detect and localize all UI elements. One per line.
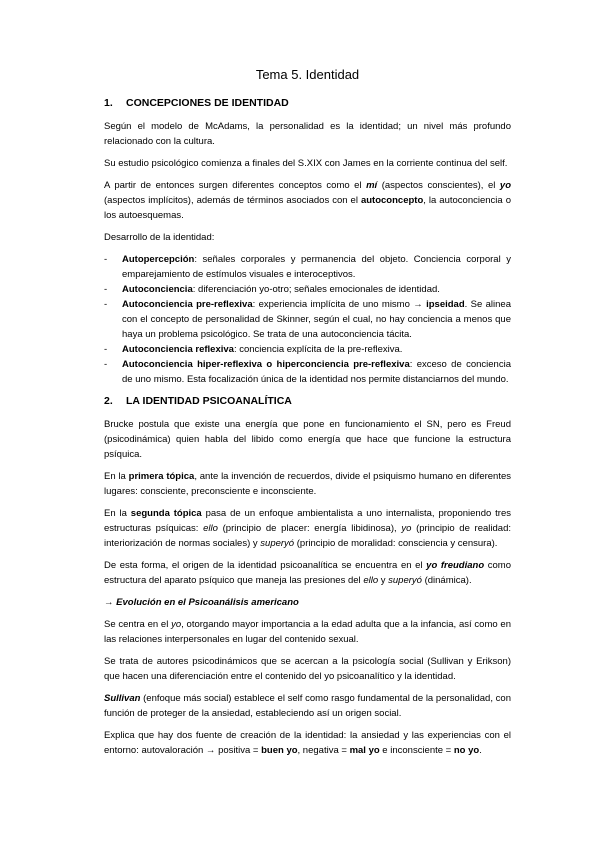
item-term: Autopercepción — [122, 254, 195, 265]
term-segunda-topica: segunda tópica — [130, 508, 202, 519]
item-term: Autoconciencia — [122, 284, 193, 295]
item-text: exceso de conciencia de uno mismo. Esta focalización única de la identidad nos permite distanciarnos del mundo. — [122, 359, 511, 385]
term-autoconcepto: autoconcepto — [360, 195, 424, 206]
item-text: señales corporales y permanencia del objeto. Conciencia corporal y emparejamiento de estímulos visuales e interoceptivos. — [122, 254, 511, 280]
development-label: Desarrollo de la identidad: — [104, 232, 215, 243]
term-sullivan: Sullivan — [104, 693, 141, 704]
term-buen-yo: buen yo — [261, 745, 298, 756]
s1-paragraph-1: Según el modelo de McAdams, la personalidad es la identidad; un nivel más profundo relacionado con la cultura. — [104, 121, 511, 147]
s2-paragraph-5 — [104, 617, 511, 647]
s1-paragraph-3 — [104, 178, 511, 223]
item-sep: : — [252, 299, 256, 310]
term-mal-yo: mal yo — [349, 745, 380, 756]
text: , ante la invención de recuerdos, divide el psiquismo humano en diferentes lugares: consciente, preconsciente e inconsciente. — [104, 471, 512, 497]
evolution-subheading — [104, 595, 511, 610]
term-yo: yo — [171, 619, 182, 630]
term-yo: yo — [401, 523, 412, 534]
text: De esta forma, el origen de la identidad psicoanalítica se encuentra en el — [104, 560, 427, 571]
arrow-icon: → — [104, 597, 117, 608]
item-text: . Se alinea con el concepto de personalidad de Skinner, según el cual, no hay conciencia a menos que haya un problema psicológico. Se trata de una autoconciencia tácita. — [122, 299, 511, 340]
section-1-heading — [104, 96, 511, 111]
text: , negativa = — [297, 745, 350, 756]
term-primera-topica: primera tópica — [128, 471, 195, 482]
item-sep: : — [192, 284, 196, 295]
s2-paragraph-7 — [104, 691, 511, 721]
term-superyo: superyó — [388, 575, 422, 586]
text: , la autoconciencia o los autoesquemas. — [104, 195, 511, 221]
section-2-heading — [104, 394, 511, 409]
list-item — [104, 252, 511, 282]
item-text: diferenciación yo-otro; señales emocionales de identidad. — [195, 284, 440, 295]
text: (enfoque más social) establece el self como rasgo fundamental de la personalidad, con función de proteger de la ansiedad, estableciendo así un origen social. — [104, 693, 511, 719]
development-list — [104, 252, 511, 387]
section-2-number: 2. — [104, 395, 113, 407]
section-1-title: CONCEPCIONES DE IDENTIDAD — [126, 97, 289, 109]
item-term: Autoconciencia reflexiva — [122, 344, 234, 355]
item-text: conciencia explícita de la pre-reflexiva. — [236, 344, 403, 355]
s2-paragraph-1: Brucke postula que existe una energía que pone en funcionamiento el SN, pero es Freud (psicodinámica) quien habla del libido como energía que hace que funcione la estructura psíquica. — [104, 419, 511, 460]
text: pasa de un enfoque ambientalista a uno internalista, proponiendo tres estructuras psíquicas: — [104, 508, 512, 534]
text: y — [378, 575, 389, 586]
term-superyo: superyó — [260, 538, 295, 549]
text: (principio de realidad: interiorización de normas sociales) y — [104, 523, 511, 549]
text: En la — [104, 471, 129, 482]
list-item — [104, 342, 511, 357]
text: A partir de entonces surgen diferentes conceptos como el — [104, 180, 367, 191]
list-item — [104, 357, 511, 387]
evolution-title: Evolución en el Psicoanálisis americano — [116, 597, 299, 608]
item-sep: : — [409, 359, 413, 370]
item-sep: : — [233, 344, 237, 355]
text: (principio de placer: energía libidinosa), — [217, 523, 402, 534]
text: Explica que hay dos fuente de creación de la identidad: la ansiedad y las experiencias con el entorno: autovaloración → positiva = — [104, 730, 511, 756]
item-term: Autoconciencia hiper-reflexiva o hiperconciencia pre-reflexiva — [122, 359, 410, 370]
text: . — [479, 745, 482, 756]
text: En la — [104, 508, 131, 519]
list-item — [104, 297, 511, 342]
text: (aspectos conscientes), el — [377, 180, 500, 191]
page-title: Tema 5. Identidad — [255, 67, 360, 82]
item-term-ipseidad: ipseidad — [426, 299, 465, 310]
s2-paragraph-8 — [104, 728, 511, 758]
s2-paragraph-4 — [104, 558, 511, 588]
list-item — [104, 282, 511, 297]
s2-paragraph-6: Se trata de autores psicodinámicos que se acercan a la psicología social (Sullivan y Erikson) que hacen una diferenciación entre el contenido del yo psicoanalítico y la identidad. — [104, 656, 511, 682]
s2-paragraph-3 — [104, 506, 511, 551]
term-ello: ello — [363, 575, 379, 586]
s1-paragraph-2: Su estudio psicológico comienza a finales del S.XIX con James en la corriente continua del self. — [104, 158, 508, 169]
item-term: Autoconciencia pre-reflexiva — [122, 299, 253, 310]
section-2-title: LA IDENTIDAD PSICOANALÍTICA — [126, 395, 292, 407]
text: (dinámica). — [421, 575, 472, 586]
term-yo-freudiano: yo freudiano — [426, 560, 485, 571]
term-no-yo: no yo — [453, 745, 480, 756]
term-yo: yo — [499, 180, 511, 191]
item-sep: : — [194, 254, 197, 265]
text: e inconsciente = — [379, 745, 454, 756]
item-text: experiencia implícita de uno mismo → — [255, 299, 427, 310]
term-ello: ello — [203, 523, 218, 534]
section-1-number: 1. — [104, 97, 113, 109]
text: (aspectos implícitos), además de términos asociados con el — [104, 195, 361, 206]
text: , otorgando mayor importancia a la edad adulta que a la infancia, así como en las relaciones interpersonales en lugar del contenido sexual. — [104, 619, 511, 645]
term-mi: mí — [366, 180, 378, 191]
s2-paragraph-2 — [104, 469, 511, 499]
text: como estructura del aparato psíquico que maneja las presiones del — [104, 560, 511, 586]
text: (principio de moralidad: consciencia y censura). — [294, 538, 498, 549]
text: Se centra en el — [104, 619, 172, 630]
